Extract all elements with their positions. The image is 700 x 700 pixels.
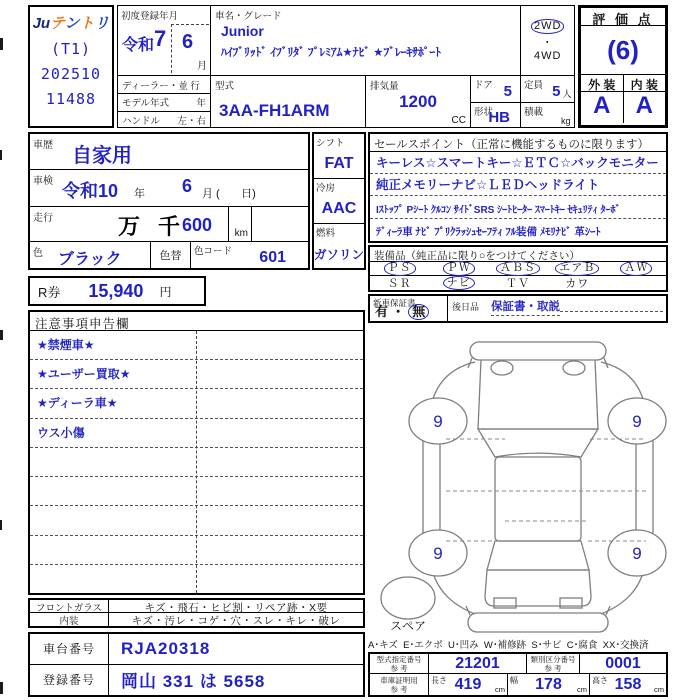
- shift-cell: [314, 134, 364, 178]
- type-designation-number: 21201: [429, 654, 527, 673]
- spare-tire-label: スペア: [389, 619, 427, 633]
- drive-separator: ・: [541, 36, 554, 49]
- load-unit: kg: [560, 116, 571, 126]
- displacement-label: 排気量: [370, 81, 399, 92]
- spec-table: [368, 652, 668, 697]
- vehicle-name-cell: [211, 6, 521, 75]
- car-damage-diagram: [368, 326, 668, 636]
- equipment-box: [368, 245, 668, 292]
- km-cell: [228, 207, 252, 241]
- shift-value: FAT: [324, 155, 354, 172]
- mileage-row: [30, 206, 308, 241]
- drivetrain-panel: [312, 132, 366, 270]
- wheel-mark-front-left: 9: [433, 412, 443, 431]
- wheel-condition-marks: [433, 412, 641, 563]
- door-label: ドア: [474, 80, 493, 91]
- wheel-mark-rear-left: 9: [433, 544, 443, 563]
- color-value: ブラック: [58, 251, 122, 268]
- load-label: 積載: [524, 107, 544, 118]
- color-code-label: 色コード: [194, 246, 233, 257]
- class-category-number: 0001: [605, 654, 641, 672]
- class-category-label-cell: 類別区分番号 参 考: [527, 654, 580, 673]
- scan-artifact: [0, 682, 3, 694]
- door-count: 5: [503, 83, 512, 100]
- scan-artifact: [0, 520, 2, 530]
- vehicle-name-label: 車名・グレード: [215, 11, 282, 22]
- sales-point-line: Iｽﾄｯﾌﾟ Pｼｰﾄ ｸﾙｺﾝ ｻｲﾄﾞSRS ｼｰﾄﾋｰﾀｰ ｽﾏｰﾄｷｰ ｾｷｭﾘﾃｨ ﾀｰﾎﾞ: [370, 196, 666, 218]
- inspection-era-year: 令和10: [62, 181, 119, 201]
- model-code-cell: [211, 76, 366, 128]
- type-designation-label-cell: 型式指定番号 参 考: [370, 654, 429, 673]
- new-car-warranty-cell: [370, 296, 448, 321]
- thousand-mark: 千: [158, 214, 181, 239]
- vehicle-grade: ﾊｲﾌﾞﾘｯﾄﾞ ｲﾌﾞﾘﾀﾞ ﾌﾟﾚﾐｱﾑ★ﾅﾋﾞ ★ﾌﾞﾚｰｷｻﾎﾟｰﾄ: [221, 47, 441, 59]
- mileage-label: 走行: [33, 213, 53, 224]
- handle-value: 左・右: [177, 115, 206, 127]
- ac-label: 冷房: [316, 183, 336, 194]
- front-glass-label: フロントガラス: [30, 600, 109, 612]
- vehicle-header-table: [117, 5, 575, 128]
- warranty-box: [368, 294, 668, 323]
- equipment-blank: [607, 276, 666, 290]
- displacement-value: 1200: [399, 92, 437, 111]
- handle-label: ハンドル: [122, 115, 161, 127]
- model-year-unit: 年: [196, 98, 206, 110]
- shape-label: 形状: [474, 107, 494, 118]
- plate-number-value: 岡山 331 は 5658: [121, 672, 266, 692]
- drive-2wd-circled: 2WD: [531, 19, 564, 33]
- warranty-separator: ・: [391, 303, 405, 319]
- interior-options: キズ・汚レ・コゲ・穴・スレ・キレ・破レ: [131, 615, 341, 627]
- inspection-month: 6: [182, 176, 193, 196]
- rating-score: (6): [607, 34, 639, 65]
- length-cell: [429, 674, 508, 695]
- sales-point-line: ﾃﾞｨｰﾗ車 ﾅﾋﾞ ﾌﾟﾘｸﾗｯｼｭｾｰﾌﾃｨ ﾌﾙ装備 ﾒﾓﾘﾅﾋﾞ 革ｼｰﾄ: [376, 225, 601, 238]
- later-items-value: 保証書・取説: [491, 298, 560, 316]
- interior-grade: A: [635, 92, 653, 119]
- warranty-yes: 有: [375, 303, 389, 319]
- equipment-airbag: エアＢ: [548, 262, 607, 275]
- wheel-mark-rear-right: 9: [632, 544, 642, 563]
- interior-label: 内装: [30, 613, 109, 626]
- capacity-count: 5: [552, 83, 561, 100]
- scan-artifact: [0, 330, 3, 340]
- auction-date-code: 202510: [40, 65, 102, 83]
- width-value: 178: [535, 676, 562, 693]
- history-value: 自家用: [72, 145, 132, 167]
- first-registration-label: 初度登録年月: [121, 11, 179, 22]
- door-shape-column: [471, 76, 521, 128]
- recycle-ticket-box: [28, 276, 206, 306]
- length-value: 419: [454, 676, 482, 693]
- equipment-ps: ＰＳ: [370, 262, 429, 275]
- inspection-year-unit: 年: [134, 188, 145, 200]
- recolor-label: 色替: [159, 250, 182, 262]
- sales-points-box: [368, 132, 668, 243]
- damage-code-legend: A･キズ E･エクボ U･凹み W･補修跡 S･サビ C･腐食 XX･交換済: [368, 640, 649, 651]
- equipment-abs: ＡＢＳ: [488, 262, 547, 275]
- capacity-load-column: [521, 76, 575, 128]
- era-year: 7: [154, 26, 167, 51]
- notes-box: [28, 310, 365, 595]
- terminal-code: (T1): [50, 40, 92, 58]
- notes-title: 注意事項申告欄: [30, 312, 363, 331]
- rating-box: [578, 5, 668, 128]
- warranty-no-circled: 無: [408, 304, 429, 320]
- month-unit: 月: [197, 61, 207, 72]
- sales-points-title: セールスポイント（正常に機能するものに限ります）: [370, 134, 666, 152]
- shape-value: HB: [488, 109, 510, 126]
- color-label: 色: [33, 248, 43, 259]
- note-item: ウス小傷: [30, 419, 363, 448]
- inspection-label: 車検: [33, 176, 53, 187]
- wheel-mark-front-right: 9: [632, 412, 642, 431]
- note-item: ★禁煙車★: [30, 331, 363, 360]
- color-row: [30, 241, 308, 268]
- mileage-value: 600: [182, 215, 213, 235]
- height-value: 158: [614, 676, 642, 693]
- scan-artifact: [0, 150, 2, 160]
- dealer-parallel-label: ディーラー・並 行: [122, 80, 200, 92]
- km-unit: km: [234, 228, 248, 239]
- registration-month-box: [171, 24, 209, 73]
- registration-month: 6: [182, 31, 194, 53]
- length-unit: cm: [495, 685, 505, 694]
- ac-value: AAC: [321, 200, 357, 217]
- color-code-cell: [190, 242, 308, 268]
- height-label: 高さ: [592, 676, 608, 685]
- inspection-day-blank: 月 ( 日): [202, 188, 256, 200]
- ten-thousand-mark: 万: [118, 214, 141, 239]
- equipment-leather: カワ: [565, 278, 590, 290]
- model-year-label: モデル年式: [122, 98, 170, 110]
- recycle-ticket-amount: 15,940: [88, 280, 144, 301]
- later-items-cell: [448, 296, 666, 321]
- ju-tentori-logo: Juテントリ: [32, 15, 110, 32]
- width-label: 幅: [510, 676, 518, 685]
- ac-cell: [314, 178, 364, 223]
- equipment-navi: ナビ: [429, 276, 488, 290]
- notes-column-divider: [196, 331, 197, 593]
- model-code-value: 3AA-FH1ARM: [219, 101, 330, 120]
- auction-house-box: [28, 5, 114, 128]
- capacity-label: 定員: [524, 80, 544, 91]
- equipment-pw: ＰＷ: [429, 262, 488, 275]
- width-cell: [508, 674, 590, 695]
- lot-number: 11488: [45, 90, 97, 108]
- color-code-value: 601: [259, 249, 286, 266]
- scan-artifact: [0, 38, 3, 50]
- vehicle-model-name: Junior: [221, 23, 264, 39]
- fuel-cell: [314, 223, 364, 268]
- sales-point-line: キーレス☆スマートキー☆ＥＴＣ☆バックモニター: [370, 152, 666, 174]
- shift-label: シフト: [316, 138, 345, 149]
- fuel-value: ガソリン: [314, 248, 365, 262]
- plate-number-label: 登録番号: [30, 665, 109, 696]
- rating-title: 評 価 点: [581, 8, 665, 26]
- later-items-label: 後日品: [452, 302, 480, 312]
- chassis-number-value: RJA20318: [121, 638, 211, 658]
- model-code-label: 型式: [215, 81, 235, 92]
- drive-type-cell: [521, 6, 575, 75]
- car-outline: [381, 342, 666, 632]
- height-unit: cm: [654, 685, 664, 694]
- garage-certificate-label-cell: 車庫証明用 参 考: [370, 674, 429, 695]
- history-row: [30, 134, 308, 169]
- drive-4wd: 4WD: [534, 49, 562, 62]
- equipment-tv: ＴＶ: [506, 278, 530, 290]
- yen-unit: 円: [159, 284, 172, 299]
- capacity-unit: 人: [562, 89, 572, 99]
- chassis-number-label: 車台番号: [30, 634, 109, 664]
- glass-interior-box: [28, 598, 365, 628]
- panel-separation-lines: [446, 439, 646, 541]
- note-item: ★ユーザー買取★: [30, 360, 363, 389]
- writing-line: [560, 298, 663, 312]
- displacement-unit: CC: [451, 115, 466, 126]
- equipment-sr: ＳＲ: [387, 278, 412, 290]
- recolor-cell: [150, 242, 190, 268]
- history-label: 車歴: [33, 140, 53, 151]
- equipment-aw: ＡＷ: [607, 262, 666, 275]
- inspection-row: [30, 169, 308, 206]
- era-name: 令和: [122, 37, 155, 54]
- vehicle-detail-panel: [28, 132, 310, 270]
- interior-label: 内 装: [630, 78, 658, 92]
- fuel-label: 燃料: [316, 228, 336, 239]
- height-cell: [590, 674, 666, 695]
- exterior-label: 外 装: [581, 75, 624, 91]
- dealer-model-handle-column: [118, 76, 211, 128]
- first-registration-cell: [118, 6, 211, 75]
- length-label: 長さ: [431, 676, 447, 685]
- recycle-ticket-label: R券: [38, 284, 61, 300]
- sales-point-line: 純正メモリーナビ☆ＬＥＤヘッドライト: [370, 174, 666, 196]
- identification-box: [28, 632, 365, 697]
- exterior-grade: A: [581, 92, 624, 123]
- displacement-cell: [366, 76, 471, 128]
- note-item: ★ディーラ車★: [30, 389, 363, 418]
- width-unit: cm: [577, 685, 587, 694]
- equipment-title: 装備品（純正品に限り○をつけてください）: [370, 247, 666, 262]
- warranty-label: 新車保証書: [373, 298, 416, 308]
- front-glass-options: キズ・飛石・ヒビ割・リペア跡・X要: [144, 602, 328, 614]
